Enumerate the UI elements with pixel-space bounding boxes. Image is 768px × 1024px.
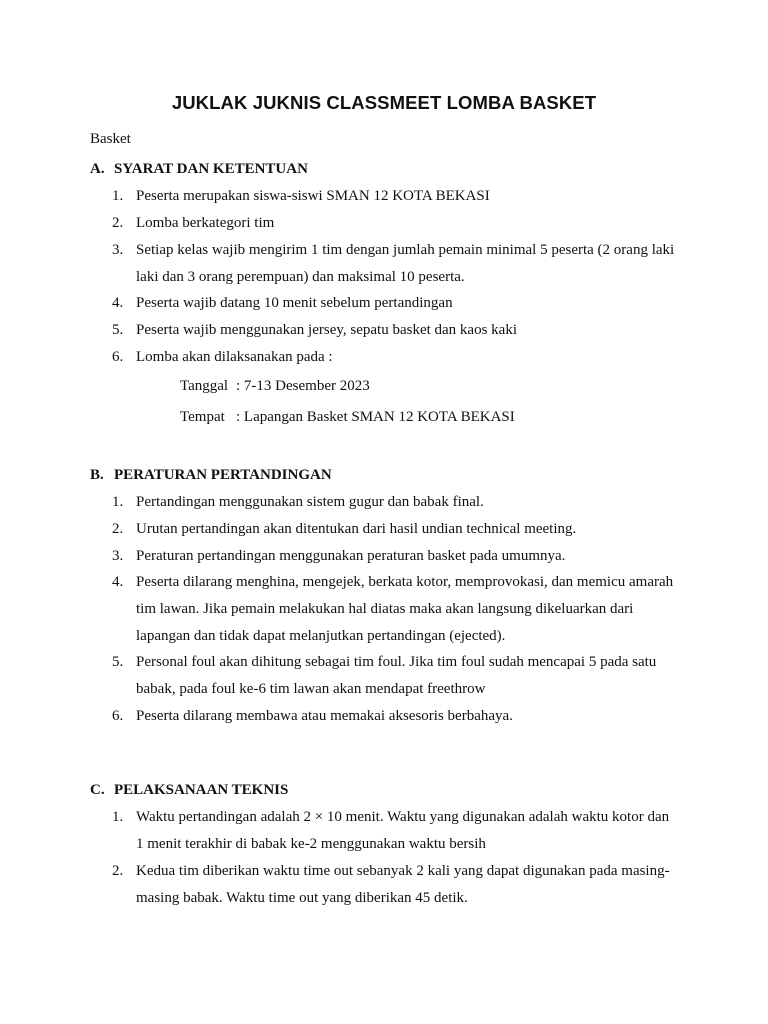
detail-value-tempat: : Lapangan Basket SMAN 12 KOTA BEKASI — [236, 409, 515, 425]
detail-label-tanggal: Tanggal — [180, 378, 229, 394]
list-item-number: 5. — [112, 654, 124, 670]
list-item-number: 4. — [112, 295, 124, 311]
list-item-number: 2. — [112, 863, 124, 879]
list-item-text: Setiap kelas wajib mengirim 1 tim dengan jumlah pemain minimal 5 peserta (2 orang laki — [136, 242, 675, 258]
section-b-letter: B. — [90, 467, 104, 483]
list-item-number: 4. — [112, 574, 124, 590]
list-item-text: babak, pada foul ke-6 tim lawan akan mendapat freethrow — [136, 681, 486, 697]
list-item-number: 6. — [112, 349, 124, 365]
list-item-number: 3. — [112, 242, 124, 258]
detail-value-tanggal: : 7-13 Desember 2023 — [236, 378, 370, 394]
list-item-text: 1 menit terakhir di babak ke-2 menggunakan waktu bersih — [136, 836, 486, 852]
list-item-text: Peserta dilarang membawa atau memakai aksesoris berbahaya. — [136, 708, 513, 724]
section-a-heading: SYARAT DAN KETENTUAN — [114, 161, 308, 177]
list-item-text: Waktu pertandingan adalah 2 × 10 menit. Waktu yang digunakan adalah waktu kotor dan — [136, 809, 670, 825]
list-item-text: laki dan 3 orang perempuan) dan maksimal 10 peserta. — [136, 269, 465, 285]
document-subtitle: Basket — [90, 131, 131, 147]
list-item-number: 2. — [112, 215, 124, 231]
list-item-number: 1. — [112, 494, 124, 510]
list-item-text: Peraturan pertandingan menggunakan peraturan basket pada umumnya. — [136, 548, 566, 564]
list-item-text: Peserta dilarang menghina, mengejek, berkata kotor, memprovokasi, dan memicu amarah — [136, 574, 674, 590]
list-item-text: Lomba akan dilaksanakan pada : — [136, 349, 333, 365]
list-item-number: 3. — [112, 548, 124, 564]
list-item-text: tim lawan. Jika pemain melakukan hal diatas maka akan langsung dikeluarkan dari — [136, 601, 634, 617]
section-c-heading: PELAKSANAAN TEKNIS — [114, 782, 289, 798]
list-item-text: Urutan pertandingan akan ditentukan dari hasil undian technical meeting. — [136, 521, 577, 537]
list-item-text: Peserta wajib datang 10 menit sebelum pertandingan — [136, 295, 453, 311]
list-item-text: Lomba berkategori tim — [136, 215, 275, 231]
list-item-text: Personal foul akan dihitung sebagai tim foul. Jika tim foul sudah mencapai 5 pada satu — [136, 654, 657, 670]
list-item-number: 2. — [112, 521, 124, 537]
list-item-number: 5. — [112, 322, 124, 338]
list-item-text: Pertandingan menggunakan sistem gugur dan babak final. — [136, 494, 484, 510]
detail-label-tempat: Tempat — [180, 409, 225, 425]
list-item-text: lapangan dan tidak dapat melanjutkan pertandingan (ejected). — [136, 628, 506, 644]
list-item-text: Peserta wajib menggunakan jersey, sepatu basket dan kaos kaki — [136, 322, 517, 338]
list-item-text: masing babak. Waktu time out yang diberikan 45 detik. — [136, 890, 468, 906]
list-item-number: 1. — [112, 809, 124, 825]
document-title: JUKLAK JUKNIS CLASSMEET LOMBA BASKET — [171, 92, 597, 113]
list-item-number: 6. — [112, 708, 124, 724]
list-item-number: 1. — [112, 188, 124, 204]
list-item-text: Kedua tim diberikan waktu time out sebanyak 2 kali yang dapat digunakan pada masing- — [136, 863, 670, 879]
section-b-heading: PERATURAN PERTANDINGAN — [114, 467, 332, 483]
section-c-letter: C. — [90, 782, 105, 798]
section-a-letter: A. — [90, 161, 105, 177]
list-item-text: Peserta merupakan siswa-siswi SMAN 12 KOTA BEKASI — [136, 188, 490, 204]
